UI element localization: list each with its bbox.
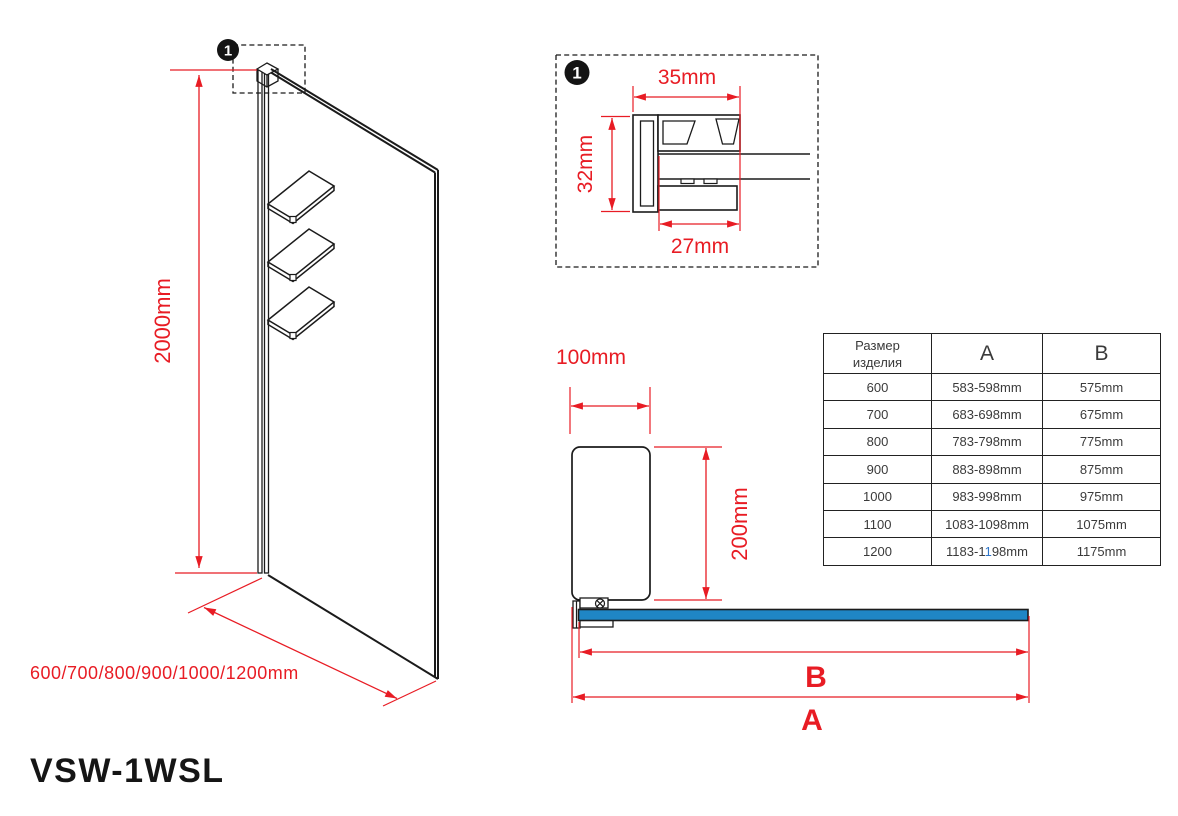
shelf-1	[268, 171, 334, 224]
dimension-200mm-label: 200mm	[727, 487, 752, 561]
dimension-b-label: B	[805, 661, 827, 694]
dimension-100mm	[556, 346, 650, 434]
cell-b: 875mm	[1043, 456, 1161, 483]
wall-channel-slot	[641, 121, 654, 206]
dimension-32mm-label: 32mm	[574, 134, 597, 194]
cell-b: 675mm	[1043, 401, 1161, 428]
size-table	[823, 333, 1161, 566]
cell-a: 983-998mm	[932, 483, 1043, 510]
table-row	[824, 483, 1161, 510]
dimension-27mm-label: 27mm	[670, 235, 730, 258]
cell-a: 683-698mm	[932, 401, 1043, 428]
dimension-32mm	[574, 117, 630, 212]
header-b: B	[1043, 334, 1161, 374]
dimension-a	[572, 607, 1028, 737]
cell-size: 1100	[824, 510, 932, 537]
table-row	[824, 510, 1161, 537]
shelf-2	[268, 229, 334, 282]
cell-b: 575mm	[1043, 374, 1161, 401]
model-name: VSW-1WSL	[30, 752, 225, 790]
highlighted-digit: 1	[984, 544, 992, 560]
height-dimension	[150, 70, 257, 573]
dimension-200mm	[654, 447, 752, 600]
table-row	[824, 401, 1161, 428]
cell-size: 1200	[824, 538, 932, 565]
cell-size: 600	[824, 374, 932, 401]
cell-size: 700	[824, 401, 932, 428]
size-table-body	[824, 374, 1161, 566]
cell-a: 783-798mm	[932, 428, 1043, 455]
cell-a: 883-898mm	[932, 456, 1043, 483]
table-row	[824, 538, 1161, 565]
shelf-3	[268, 287, 334, 340]
height-dimension-label: 2000mm	[150, 278, 175, 364]
cell-b: 775mm	[1043, 428, 1161, 455]
table-row	[824, 428, 1161, 455]
cell-size: 1000	[824, 483, 932, 510]
support-bracket-body	[572, 447, 650, 600]
header-size	[824, 334, 932, 374]
glass-shelves	[268, 171, 334, 340]
table-row	[824, 456, 1161, 483]
header-size-line2: изделия	[852, 354, 903, 370]
dimension-35mm-label: 35mm	[657, 66, 717, 89]
cell-a: 1183-1198mm	[932, 538, 1043, 565]
detail-badge-number: 1	[223, 42, 233, 60]
width-dimension	[30, 578, 436, 706]
top-extrusion-profile	[658, 115, 740, 151]
cell-b: 975mm	[1043, 483, 1161, 510]
cell-b: 1075mm	[1043, 510, 1161, 537]
cell-a: 583-598mm	[932, 374, 1043, 401]
cell-a: 1083-1098mm	[932, 510, 1043, 537]
gasket-tab-1	[681, 179, 694, 184]
gasket-tab-2	[704, 179, 717, 184]
detail-view-badge-number: 1	[572, 63, 582, 83]
width-options-label: 600/700/800/900/1000/1200mm	[30, 663, 299, 683]
cell-size: 800	[824, 428, 932, 455]
dimension-a-label: A	[801, 704, 823, 737]
header-size-line1: Размер	[855, 337, 900, 353]
profile-detail-view	[556, 55, 818, 267]
clamp-bar-profile	[658, 186, 737, 210]
dimension-b	[579, 616, 1029, 703]
front-isometric-view	[30, 39, 438, 706]
glass-cross-section	[658, 154, 810, 179]
glass-panel-outline	[268, 69, 438, 679]
cell-size: 900	[824, 456, 932, 483]
size-table-header	[824, 334, 1161, 374]
cell-b: 1175mm	[1043, 538, 1161, 565]
glass-panel-edge	[579, 610, 1029, 621]
table-row	[824, 374, 1161, 401]
header-a: A	[932, 334, 1043, 374]
dimension-100mm-label: 100mm	[556, 346, 627, 369]
